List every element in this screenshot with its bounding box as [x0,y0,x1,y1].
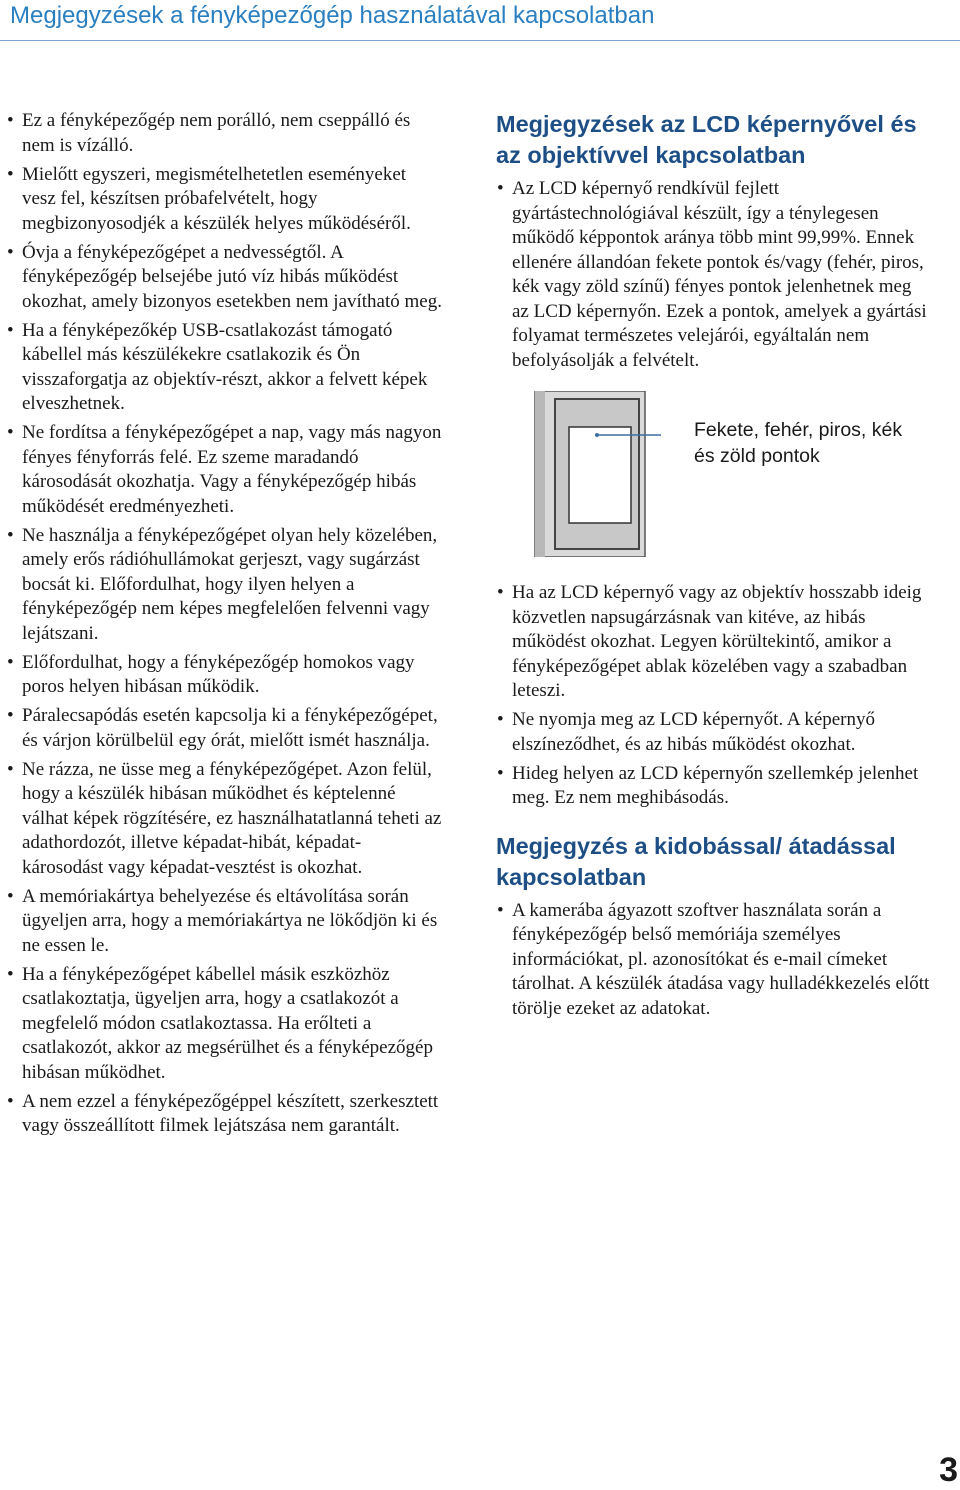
list-item: • Ne nyomja meg az LCD képernyőt. A képernyő elszíneződhet, és az hibás működést okozhat. [496,708,932,757]
list-item: • Ne rázza, ne üsse meg a fényképezőgépet. Azon felül, hogy a készülék hibásan működhet és képtelenné válhat képek rögzítésére, ez használhatatlanná teheti az adathordozót, illetve képadat-hibát, képadat-károsodást vagy képadat-vesztést is okozhat. [6,758,442,881]
list-item: • Ne használja a fényképezőgépet olyan hely közelében, amely erős rádióhullámokat gerjeszt, vagy sugárzást bocsát ki. Előfordulhat, hogy ilyen helyen a fényképezőgép nem képes megfelelően felvenni vagy lejátszani. [6,524,442,647]
lcd-notes-list [496,581,932,811]
list-item: • A memóriakártya behelyezése és eltávolítása során ügyeljen arra, hogy a memóriakártya ne lökődjön ki és ne essen le. [6,885,442,959]
disposal-notes-list [496,899,932,1022]
list-item: • Előfordulhat, hogy a fényképezőgép homokos vagy poros helyen hibásan működik. [6,651,442,700]
list-item: • A nem ezzel a fényképezőgéppel készített, szerkesztett vagy összeállított filmek lejátszása nem garantált. [6,1090,442,1139]
list-item: • Páralecsapódás esetén kapcsolja ki a fényképezőgépet, és várjon körülbelül egy órát, mielőtt ismét használja. [6,704,442,753]
lcd-intro-list [496,177,932,373]
lcd-screen-figure [496,391,932,557]
list-item: • Hideg helyen az LCD képernyőn szellemkép jelenhet meg. Ez nem meghibásodás. [496,762,932,811]
notes-list [6,109,442,1139]
list-item: • Mielőtt egyszeri, megismételhetetlen eseményeket vesz fel, készítsen próbafelvételt, hogy megbizonyosodjék a készülék helyes működéséről. [6,163,442,237]
list-item: • Ha a fényképezőkép USB-csatlakozást támogató kábellel más készülékekre csatlakozik és Ön visszaforgatja az objektív-részt, akkor a felvett képek elveszhetnek. [6,319,442,417]
list-item: • Ha az LCD képernyő vagy az objektív hosszabb ideig közvetlen napsugárzásnak van kitéve, az hibás működést okozhat. Legyen körültekintő, amikor a fényképezőgépet ablak közelében vagy a szabadban leteszi. [496,581,932,704]
camera-lcd-illustration [531,391,661,557]
list-item: • Ez a fényképezőgép nem porálló, nem cseppálló és nem is vízálló. [6,109,442,158]
figure-callout: Fekete, fehér, piros, kék és zöld pontok [694,419,903,467]
list-item: • Az LCD képernyő rendkívül fejlett gyártástechnológiával készült, így a ténylegesen működő képpontok aránya több mint 99,99%. Ennek ellenére állandóan fekete pontok és/vagy (fehér, piros, kék vagy zöld színű) fényes pontok jelenhetnek meg az LCD képernyőn. Ezek a pontok, amelyek a gyártási folyamat természetes velejárói, egyáltalán nem befolyásolják a felvételt. [496,177,932,373]
right-column [496,109,932,1026]
title-divider [0,40,960,41]
left-column [6,109,442,1143]
list-item: • A kamerába ágyazott szoftver használata során a fényképezőgép belső memóriája személyes információkat, pl. azonosítókat és e-mail címeket tárolhat. A készülék átadása vagy hulladékkezelés előtt törölje ezeket az adatokat. [496,899,932,1022]
list-item: • Ne fordítsa a fényképezőgépet a nap, vagy más nagyon fényes fényforrás felé. Ez szeme maradandó károsodását okozhatja. Vagy a fényképezőgép hibás működését eredményezheti. [6,421,442,519]
page-title: Megjegyzések a fényképezőgép használatával kapcsolatban [10,2,655,29]
lcd-section-heading: Megjegyzések az LCD képernyővel és az objektívvel kapcsolatban [496,111,917,168]
page-number: 3 [939,1451,958,1489]
disposal-section-heading: Megjegyzés a kidobással/ átadással kapcsolatban [496,832,896,890]
list-item: • Ha a fényképezőgépet kábellel másik eszközhöz csatlakoztatja, ügyeljen arra, hogy a csatlakozót a megfelelő módon csatlakoztassa. Ha erőlteti a csatlakozót, akkor az megsérülhet és a fényképezőgép hibásan működhet. [6,963,442,1086]
list-item: • Óvja a fényképezőgépet a nedvességtől. A fényképezőgép belsejébe jutó víz hibás működést okozhat, amely bizonyos esetekben nem javítható meg. [6,241,442,315]
